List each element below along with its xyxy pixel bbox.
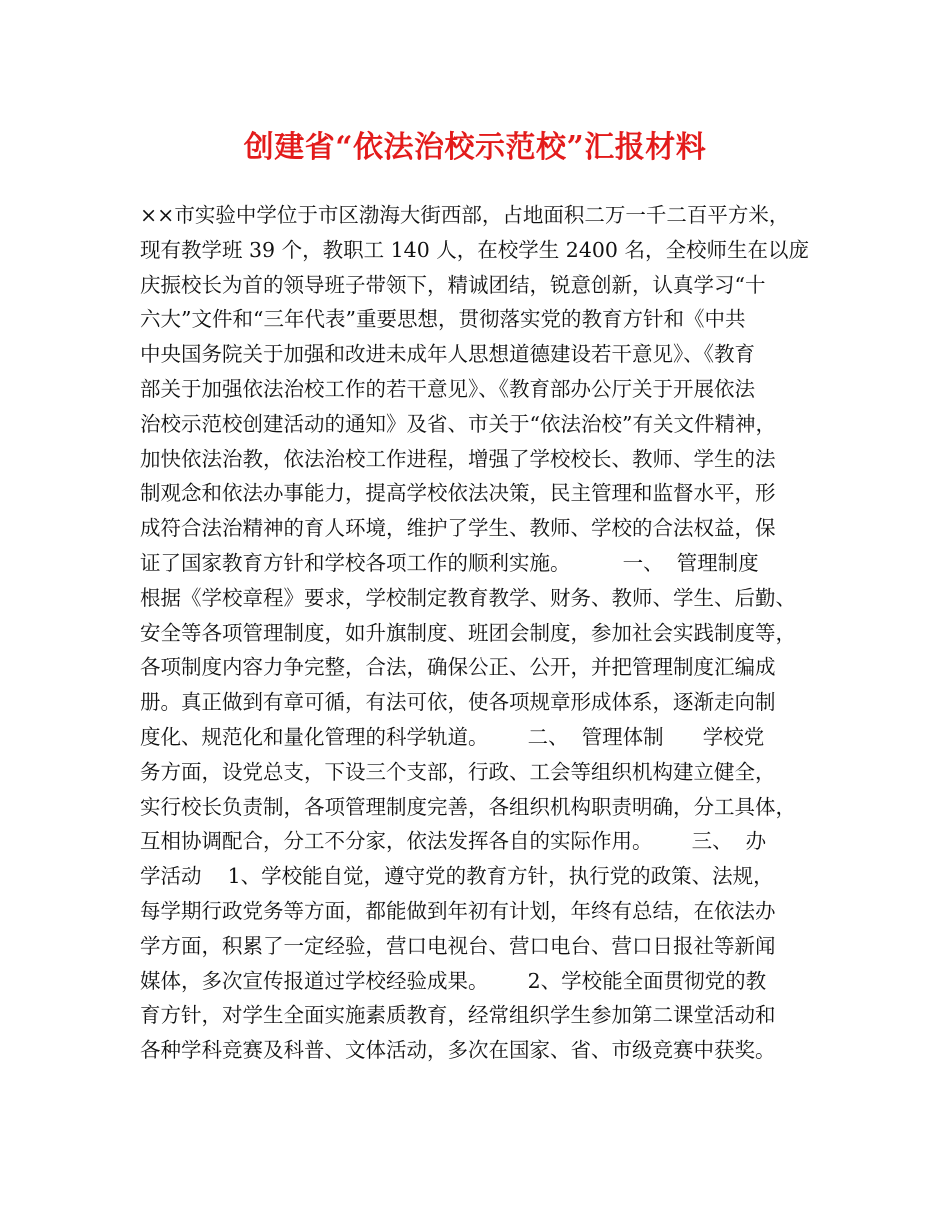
body-line: 各项制度内容力争完整，合法，确保公正、公开，并把管理制度汇编成 — [140, 655, 776, 680]
body-line: 治校示范校创建活动的通知》及省、市关于“依法治校”有关文件精神， — [140, 411, 776, 436]
document-title: 创建省“依法治校示范校”汇报材料 — [243, 130, 707, 165]
body-line: 证了国家教育方针和学校各项工作的顺利实施。 一、 管理制度 — [140, 550, 759, 575]
body-line: 六大”文件和“三年代表”重要思想，贯彻落实党的教育方针和《中共 — [140, 307, 746, 332]
body-line: 部关于加强依法治校工作的若干意见》、《教育部办公厅关于开展依法 — [140, 376, 755, 401]
body-line: 安全等各项管理制度，如升旗制度、班团会制度，参加社会实践制度等， — [140, 620, 796, 645]
body-line: 学活动 1、学校能自觉，遵守党的教育方针，执行党的政策、法规， — [140, 864, 774, 889]
body-line: 育方针，对学生全面实施素质教育，经常组织学生参加第二课堂活动和 — [140, 1003, 776, 1028]
body-line: 成符合法治精神的育人环境，维护了学生、教师、学校的合法权益，保 — [140, 516, 776, 541]
body-line: 媒体，多次宣传报道过学校经验成果。 2、学校能全面贯彻党的教 — [140, 968, 767, 993]
body-line: 每学期行政党务等方面，都能做到年初有计划，年终有总结，在依法办 — [140, 898, 776, 923]
body-line: 现有教学班 39 个，教职工 140 人，在校学生 2400 名，全校师生在以庞 — [140, 237, 809, 262]
body-line: 根据《学校章程》要求，学校制定教育教学、财务、教师、学生、后勤、 — [140, 585, 796, 610]
body-line: ××市实验中学位于市区渤海大街西部，占地面积二万一千二百平方米， — [140, 203, 790, 227]
body-line: 加快依法治教，依法治校工作进程，增强了学校校长、教师、学生的法 — [140, 446, 776, 471]
body-line: 务方面，设党总支，下设三个支部，行政、工会等组织机构建立健全， — [140, 759, 776, 784]
body-line: 学方面，积累了一定经验，营口电视台、营口电台、营口日报社等新闻 — [140, 933, 776, 958]
body-line: 互相协调配合，分工不分家，依法发挥各自的实际作用。 三、 办 — [140, 829, 767, 854]
body-line: 实行校长负责制，各项管理制度完善，各组织机构职责明确，分工具体， — [140, 794, 796, 819]
body-line: 制观念和依法办事能力，提高学校依法决策，民主管理和监督水平，形 — [140, 481, 776, 506]
document-body — [140, 198, 830, 1068]
body-line: 度化、规范化和量化管理的科学轨道。 二、 管理体制 学校党 — [140, 724, 765, 749]
body-line: 庆振校长为首的领导班子带领下，精诚团结，锐意创新，认真学习“十 — [140, 272, 766, 297]
body-line: 各种学科竞赛及科普、文体活动，多次在国家、省、市级竞赛中获奖。 — [140, 1038, 776, 1063]
body-line: 册。真正做到有章可循，有法可依，使各项规章形成体系，逐渐走向制 — [140, 690, 776, 715]
body-line: 中央国务院关于加强和改进未成年人思想道德建设若干意见》、《教育 — [140, 342, 755, 367]
